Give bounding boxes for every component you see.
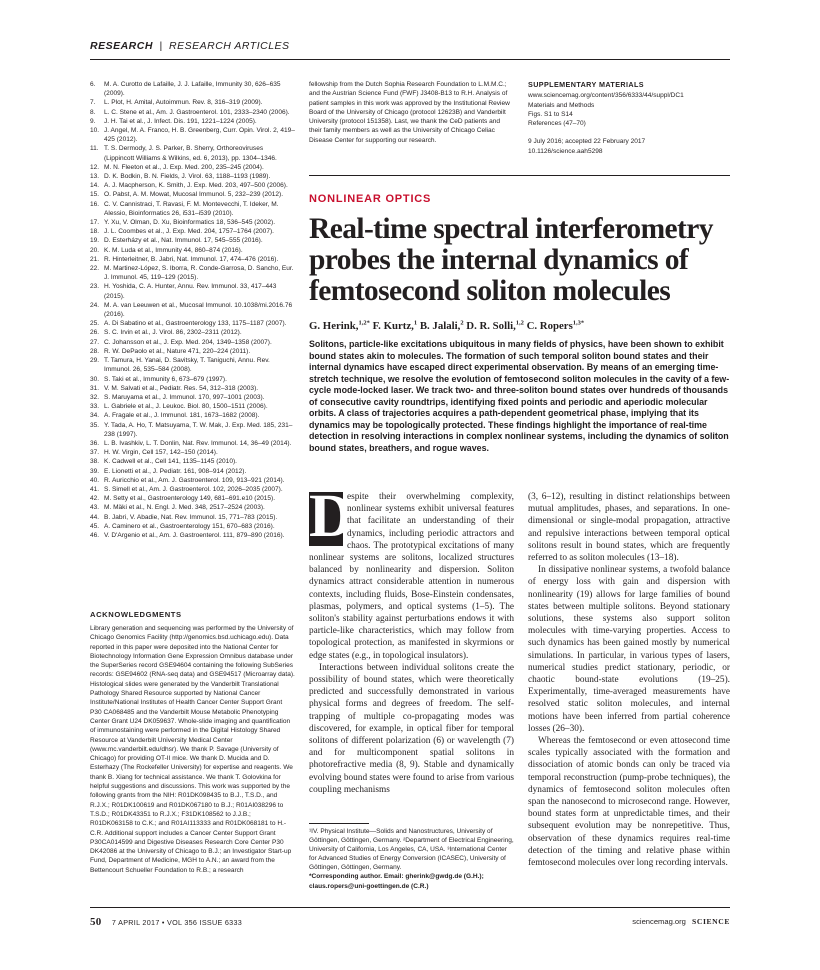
acknowledgments-heading: ACKNOWLEDGMENTS: [90, 610, 182, 619]
reference-number: 30.: [90, 375, 100, 383]
footer-left: [90, 916, 242, 928]
reference-number: 32.: [90, 393, 100, 401]
abstract: Solitons, particle-like excitations ubiquitous in many fields of physics, have been shown to exhibit bound states akin to molecules. The formation of such temporal soliton bound states and their internal dynamics have escaped direct experimental observation. By means of an emerging time-stretch technique, we resolve the evolution of femtosecond soliton molecules in the cavity of a few-cycle mode-locked laser. We track two- and three-soliton bound states over hundreds of thousands of consecutive cavity roundtrips, identifying fixed points and periodic and aperiodic molecular orbits. A class of trajectories acquires a path-dependent geometrical phase, implying that its dynamics may be topologically protected. These findings highlight the importance of real-time detection in resolving interactions in complex nonlinear systems, including the dynamics of soliton bound states, breathers, and rogue waves.: [309, 339, 730, 453]
reference-text: M. N. Fleeton et al., J. Exp. Med. 200, 235–245 (2004).: [104, 163, 264, 171]
supplementary-line: References (47–70): [528, 120, 586, 128]
reference-text: S. Maruyama et al., J. Immunol. 170, 997–1001 (2003).: [104, 393, 265, 401]
reference-text: D. K. Bodkin, B. N. Fields, J. Virol. 63, 1188–1193 (1989).: [104, 173, 271, 181]
reference-text: D. Esterházy et al., Nat. Immunol. 17, 545–555 (2016).: [104, 237, 263, 245]
journal-name: SCIENCE: [692, 917, 730, 926]
section-label: RESEARCH: [90, 40, 153, 52]
reference-item: [90, 282, 295, 300]
reference-item: [90, 98, 295, 107]
body-paragraph: Whereas the femtosecond or even attosecond time scales typically associated with the formation and dissociation of atomic bonds can only be traced via temporal reconstruction (pump-probe techniques), the dynamics of femtosecond soliton molecules often span the nanosecond to microsecond range. However, bound states form at unpredictable times, and their subsequent evolution may be nonrepetitive. Thus, observation of these dynamics requires real-time detection of the timing and relative phase within femtosecond molecules over long recording intervals.: [528, 736, 730, 869]
site-name: sciencemag.org: [632, 917, 686, 926]
reference-number: 11.: [90, 145, 99, 153]
reference-item: [90, 356, 295, 374]
header-separator: |: [159, 40, 163, 52]
reference-text: A. Caminero et al., Gastroenterology 151, 670–683 (2016).: [104, 522, 275, 530]
reference-number: 19.: [90, 237, 100, 245]
reference-text: K. M. Luda et al., Immunity 44, 860–874 (2016).: [104, 246, 243, 254]
author: G. Herink,$^{1,2*}$: [309, 319, 370, 332]
reference-number: 22.: [90, 265, 100, 273]
reference-text: L. C. Stene et al., Am. J. Gastroenterol. 101, 2333–2340 (2006).: [104, 108, 290, 116]
reference-item: [90, 522, 295, 531]
footer-right: [632, 917, 730, 926]
article-kicker: NONLINEAR OPTICS: [309, 193, 432, 205]
reference-text: S. C. Irvin et al., J. Virol. 86, 2302–2311 (2012).: [104, 329, 242, 337]
reference-text: M. A. Curotto de Lafaille, J. J. Lafaille, Immunity 30, 626–635 (2009).: [104, 81, 281, 98]
reference-number: 41.: [90, 485, 100, 493]
reference-number: 15.: [90, 191, 100, 199]
reference-number: 45.: [90, 522, 100, 530]
reference-item: [90, 190, 295, 199]
section-rule: [309, 175, 730, 176]
reference-item: [90, 494, 295, 503]
affiliations: ¹IV. Physical Institute—Solids and Nanostructures, University of Göttingen, Göttingen, Germany. ²Department of Electrical Engineering, University of California, Los Angeles, CA, USA. ³International Center for Advanced Studies of Energy Conversion (ICASEC), University of Göttingen, Göttingen, Germany.: [309, 828, 514, 872]
reference-text: K. Cadwell et al., Cell 141, 1135–1145 (2010).: [104, 458, 237, 466]
reference-item: [90, 236, 295, 245]
reference-text: V. M. Salvati et al., Pediatr. Res. 54, 312–318 (2003).: [104, 384, 259, 392]
reference-item: [90, 384, 295, 393]
header-rule: [90, 59, 730, 60]
article-title: Real-time spectral interferometry probes the internal dynamics of femtosecond soliton molecules: [309, 213, 713, 307]
reference-number: 46.: [90, 531, 100, 539]
reference-item: [90, 421, 295, 439]
page-number: 50: [90, 916, 102, 928]
reference-text: M. Martinez-López, S. Iborra, R. Conde-Garrosa, D. Sancho, Eur. J. Immunol. 45, 119–129 (2015).: [104, 265, 294, 282]
reference-text: V. D'Argenio et al., Am. J. Gastroenterol. 111, 879–890 (2016).: [104, 531, 285, 539]
reference-item: [90, 375, 295, 384]
reference-number: 20.: [90, 246, 100, 254]
reference-text: R. Auricchio et al., Am. J. Gastroenterol. 109, 913–921 (2014).: [104, 476, 285, 484]
issue-info: 7 APRIL 2017 • VOL 356 ISSUE 6333: [111, 918, 243, 927]
reference-item: [90, 439, 295, 448]
body-column-2: [528, 491, 730, 869]
reference-item: [90, 126, 295, 144]
reference-number: 31.: [90, 384, 100, 392]
reference-text: A. Di Sabatino et al., Gastroenterology 133, 1175–1187 (2007).: [104, 320, 287, 328]
reference-item: [90, 467, 295, 476]
reference-number: 21.: [90, 255, 100, 263]
reference-item: [90, 218, 295, 227]
drop-cap: D: [309, 483, 354, 550]
author: C. Ropers$^{1,3*}$: [526, 319, 585, 332]
reference-text: C. V. Cannistraci, T. Ravasi, F. M. Montevecchi, T. Ideker, M. Alessio, Bioinformatics 26, i531–i539 (2010).: [104, 200, 279, 217]
reference-text: L. B. Ivashkiv, L. T. Donlin, Nat. Rev. Immunol. 14, 36–49 (2014).: [104, 439, 292, 447]
reference-item: [90, 347, 295, 356]
reference-number: 29.: [90, 357, 100, 365]
reference-item: [90, 144, 295, 162]
reference-number: 36.: [90, 439, 100, 447]
reference-number: 39.: [90, 467, 100, 475]
reference-item: [90, 172, 295, 181]
reference-number: 14.: [90, 182, 100, 190]
reference-number: 18.: [90, 228, 100, 236]
reference-item: [90, 246, 295, 255]
reference-number: 12.: [90, 163, 100, 171]
reference-item: [90, 319, 295, 328]
reference-item: [90, 457, 295, 466]
reference-text: A. Fragale et al., J. Immunol. 181, 1673–1682 (2008).: [104, 412, 260, 420]
reference-number: 16.: [90, 200, 100, 208]
reference-number: 33.: [90, 403, 100, 411]
reference-item: [90, 255, 295, 264]
reference-number: 27.: [90, 338, 100, 346]
reference-item: [90, 301, 295, 319]
reference-item: [90, 328, 295, 337]
reference-item: [90, 181, 295, 190]
reference-item: [90, 227, 295, 236]
reference-number: 13.: [90, 173, 100, 181]
reference-text: J. L. Coombes et al., J. Exp. Med. 204, 1757–1764 (2007).: [104, 228, 274, 236]
reference-item: [90, 513, 295, 522]
author: F. Kurtz,$^1$: [372, 319, 418, 332]
subsection-label: RESEARCH ARTICLES: [169, 40, 290, 52]
body-paragraph: In dissipative nonlinear systems, a twofold balance of energy loss with gain and dispersion with nonlinearity (19) allows for large families of bound states between multiple solitons. Beyond stationary solutions, these systems also support soliton molecules with time-varying properties. Access to such dynamics has been gained mostly by numerical simulations. In particular, in various types of lasers, numerical studies predict stationary, periodic, or chaotic bound-state evolutions (19–25). Experimentally, time-averaged measurements have resolved static soliton molecules, and internal motions have been inferred from partial coherence losses (26–30).: [528, 565, 730, 734]
supplementary-line: Figs. S1 to S14: [528, 110, 573, 118]
reference-number: 8.: [90, 108, 96, 116]
reference-text: M. A. van Leeuwen et al., Mucosal Immunol. 10.1038/mi.2016.76 (2016).: [104, 301, 293, 319]
body-paragraph: (3, 6–12), resulting in distinct relationships between mutual amplitudes, phases, and separations. In one-dimensional or single-modal propagation, attractive and repulsive interactions between temporal optical solitons result in bound states, which are frequently referred to as soliton molecules (13–18).: [528, 492, 730, 564]
reference-text: E. Lionetti et al., J. Pediatr. 161, 908–914 (2012).: [104, 467, 247, 475]
author-list: [309, 319, 584, 332]
acknowledgments-text: Library generation and sequencing was performed by the University of Chicago Genomics Facility (http://genomics.bsd.uchicago.edu). Data reported in this paper were deposited into the National Center for Biotechnology Information Gene Expression Omnibus database under the SuperSeries record GSE94604 containing the following SubSeries records: GSE94602 (RNA-seq data) and GSE94517 (Microarray data). Histological slides were generated by the Vanderbilt Translational Pathology Shared Resource supported by National Cancer Institute/National Institutes of Health Cancer Center Support Grant P30 CA068485 and the Vanderbilt Mouse Metabolic Phenotyping Center Grant U24 DK059637. Whole-slide imaging and quantification of immunostaining were performed in the Digital Histology Shared Resource at Vanderbilt University Medical Center (www.mc.vanderbilt.edu/dhsr). We thank P. Savage (University of Chicago) for providing OT-II mice. We thank D. Mucida and D. Esterhazy (The Rockefeller University) for expertise and reagents. We thank B. Xiang for technical assistance. We thank T. Golovkina for helpful suggestions and discussions. This work was supported by the following grants from the NIH: R01DK098435 to B.J., T.S.D., and R.J.X.; R01DK100619 and R01DK067180 to B.J.; R01AI038296 to T.S.D.; R01DK43351 to R.J.X.; F31DK108562 to J.J.B.; R01DK063158 to C.K.; and R01AI113333 and R01DK068181 to H.-C.R. Additional support includes a Cancer Center Support Grant P30CA014599 and Digestive Diseases Research Core Center P30 DK42086 at the University of Chicago to B.J.; an Investigator Start-up Fund, Department of Medicine, MGH to A.N.; an award from the Bettencourt Schueller Foundation to R.B.; a research: [90, 625, 295, 874]
reference-text: T. Tamura, H. Yanai, D. Savitsky, T. Taniguchi, Annu. Rev. Immunol. 26, 535–584 (2008).: [104, 357, 270, 374]
reference-item: [90, 393, 295, 402]
reference-number: 37.: [90, 449, 100, 457]
doi: 10.1126/science.aah5298: [528, 147, 603, 155]
reference-number: 7.: [90, 99, 96, 107]
author: B. Jalali,$^2$: [419, 319, 464, 332]
reference-number: 9.: [90, 117, 96, 125]
running-header: [90, 40, 290, 52]
received-dates: 9 July 2016; accepted 22 February 2017: [528, 138, 646, 146]
affiliation-footnote: [309, 827, 514, 891]
body-column-1: [309, 483, 514, 796]
corresponding-author: *Corresponding author. Email: gherink@gwdg.de (G.H.); claus.ropers@uni-goettingen.de (C.R.): [309, 873, 484, 890]
reference-number: 23.: [90, 283, 100, 291]
reference-item: [90, 402, 295, 411]
reference-list: [90, 80, 295, 540]
reference-text: H. Yoshida, C. A. Hunter, Annu. Rev. Immunol. 33, 417–443 (2015).: [104, 283, 277, 300]
reference-text: J. Angel, M. A. Franco, H. B. Greenberg, Curr. Opin. Virol. 2, 419–425 (2012).: [104, 127, 295, 144]
funding-text: fellowship from the Dutch Sophia Research Foundation to L.M.M.C.; and the Austrian Science Fund (FWF) J3408-B13 to R.H. Analysis of patient samples in this work was approved by the Institutional Review Board of the University of Chicago (protocol 12623B) and Vanderbilt University (protocol 151358). Last, we thank the CeD patients and their family members as well as the University of Chicago Celiac Disease Center for supporting our research.: [309, 81, 510, 144]
reference-text: O. Pabst, A. M. Mowat, Mucosal Immunol. 5, 232–239 (2012).: [104, 191, 284, 199]
reference-item: [90, 163, 295, 172]
reference-number: 42.: [90, 495, 100, 503]
reference-text: R. Hinterleitner, B. Jabri, Nat. Immunol. 17, 474–476 (2016).: [104, 255, 279, 263]
body-paragraph: Interactions between individual solitons create the possibility of bound states, which were theoretically predicted and successfully demonstrated in various physical forms and degrees of freedom. The self-trapping of multiple co-propagating modes was discovered, for example, in optical fiber for temporal solitons of different polarization (6) or wavelength (7) and for multicomponent spatial solitons in photorefractive media (8, 9). Stable and dynamically evolving bound states were found to arise from various coupling mechanisms: [309, 662, 514, 795]
reference-number: 25.: [90, 320, 100, 328]
reference-text: L. Gabriele et al., J. Leukoc. Biol. 80, 1500–1511 (2006).: [104, 403, 268, 411]
reference-text: H. W. Virgin, Cell 157, 142–150 (2014).: [104, 449, 218, 457]
reference-item: [90, 531, 295, 540]
reference-text: M. Setty et al., Gastroenterology 149, 681–691.e10 (2015).: [104, 495, 276, 503]
footnote-rule: [309, 823, 369, 824]
reference-number: 26.: [90, 329, 100, 337]
reference-number: 44.: [90, 513, 100, 521]
body-paragraph: D espite their overwhelming complexity, nonlinear systems exhibit universal features that facilitate an understanding of their dynamics, including periodic attractors and chaos. The prototypical excitations of many nonlinear systems are solitons, localized structures balanced by nonlinearity and dispersion. Soliton dynamics attract considerable attention in numerous contexts, including fluids, Bose-Einstein condensates, plasmas, polymers, and optical systems (1–5). The soliton's stability against perturbations endows it with particle-like characteristics, which may follow from topological protection, as manifested in skyrmions or edge states (e.g., in topological insulators).: [309, 483, 514, 661]
reference-text: B. Jabri, V. Abadie, Nat. Rev. Immunol. 15, 771–783 (2015).: [104, 513, 278, 521]
reference-number: 40.: [90, 476, 100, 484]
reference-number: 35.: [90, 421, 100, 429]
reference-text: S. Simell et al., Am. J. Gastroenterol. 102, 2026–2035 (2007).: [104, 485, 283, 493]
reference-text: Y. Xu, V. Olman, D. Xu, Bioinformatics 18, 536–545 (2002).: [104, 219, 276, 227]
reference-item: [90, 485, 295, 494]
reference-number: 10.: [90, 127, 100, 135]
reference-text: T. S. Dermody, J. S. Parker, B. Sherry, Orthoreoviruses (Lippincott Williams & Wilkins, ed. 6, 2013), pp. 1304–1346.: [104, 145, 277, 162]
reference-text: L. Plot, H. Amital, Autoimmun. Rev. 8, 316–319 (2009).: [104, 99, 263, 107]
reference-text: Y. Tada, A. Ho, T. Matsuyama, T. W. Mak, J. Exp. Med. 185, 231–238 (1997).: [104, 421, 293, 438]
reference-text: M. Mäki et al., N. Engl. J. Med. 348, 2517–2524 (2003).: [104, 504, 265, 512]
supplementary-url: www.sciencemag.org/content/356/6333/44/suppl/DC1: [528, 92, 684, 100]
footer-rule: [90, 907, 730, 908]
supplementary-line: Materials and Methods: [528, 101, 595, 109]
reference-text: C. Johansson et al., J. Exp. Med. 204, 1349–1358 (2007).: [104, 338, 272, 346]
reference-number: 24.: [90, 301, 100, 309]
reference-item: [90, 503, 295, 512]
reference-item: [90, 108, 295, 117]
author: D. R. Solli,$^{1,2}$: [466, 319, 524, 332]
reference-item: [90, 448, 295, 457]
reference-number: 38.: [90, 458, 100, 466]
reference-number: 34.: [90, 412, 100, 420]
reference-number: 28.: [90, 347, 100, 355]
reference-number: 17.: [90, 219, 100, 227]
reference-number: 6.: [90, 81, 96, 88]
reference-item: [90, 476, 295, 485]
reference-item: [90, 338, 295, 347]
reference-text: J. H. Tai et al., J. Infect. Dis. 191, 1221–1224 (2005).: [104, 117, 257, 125]
supplementary-materials: [528, 80, 730, 156]
reference-text: R. W. DePaolo et al., Nature 471, 220–224 (2011).: [104, 347, 251, 355]
reference-number: 43.: [90, 504, 100, 512]
supplementary-heading: SUPPLEMENTARY MATERIALS: [528, 80, 644, 89]
reference-text: A. J. Macpherson, K. Smith, J. Exp. Med. 203, 497–500 (2006).: [104, 182, 288, 190]
reference-text: S. Taki et al., Immunity 6, 673–679 (1997).: [104, 375, 227, 383]
reference-item: [90, 117, 295, 126]
reference-item: [90, 200, 295, 218]
reference-item: [90, 264, 295, 282]
reference-item: [90, 80, 295, 98]
reference-item: [90, 411, 295, 420]
